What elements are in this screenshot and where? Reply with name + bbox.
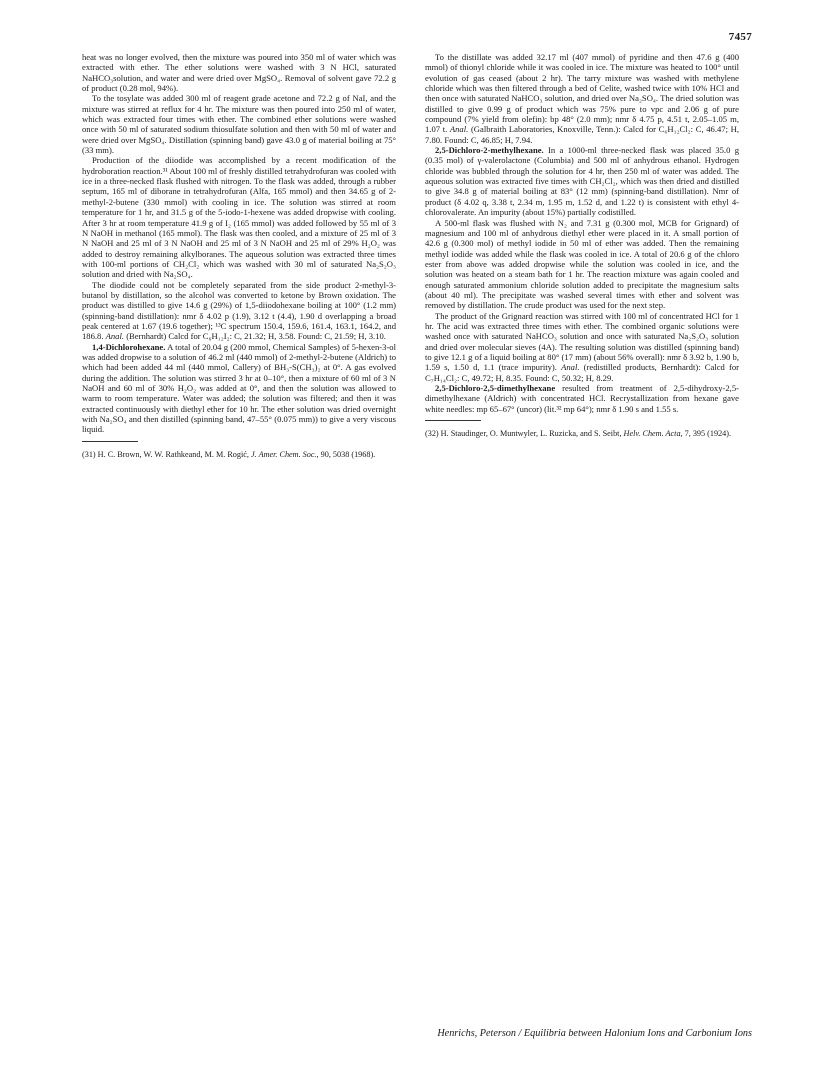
page-number: 7457 [728, 31, 752, 43]
anal-label: Anal. [449, 124, 469, 135]
paragraph-text: (redistilled products, Bernhardt): Calcd for C₇H₁₄Cl₂: C, 49.72; H, 8.35. Found: C, 50.32; H, 8.29. [425, 362, 739, 383]
paragraph-grignard: A 500-ml flask was flushed with N₂ and 7.31 g (0.300 mol, MCB for Grignard) of magnesium and 100 ml of anhydrous diethyl ether were placed in it. A small portion of 42.6 g (0.300 mol) of methyl iodide in 50 ml of ether was added. Then the remaining methyl iodide was added while the flask was cooled in ice. A total of 20.6 g of the chloro ester from above was added dropwise while the solution was cooled in ice, and the solution was heated on a steam bath for 1 hr. The reaction mixture was again cooled and enough saturated ammonium chloride solution added to precipitate the magnesium salts (about 40 ml). The precipitate was washed several times with ether and solvent was removed by distillation. The crude product was used for the next step. [425, 217, 739, 311]
paragraph-dichloro-methylhexane [425, 145, 739, 217]
paragraph-tosylate-workup: heat was no longer evolved, then the mixture was poured into 350 ml of water which was extracted with ether. The ether solutions were washed with 3 N HCl, saturated NaHCO₃solution, and water and were dried over MgSO₄. Removal of solvent gave 72.2 g of product (0.28 mol, 94%). [82, 52, 396, 94]
footnote-text: 7, 395 (1924). [684, 429, 732, 439]
footnote-text: 90, 5038 (1968). [320, 449, 376, 459]
footnote-32 [425, 429, 739, 439]
footnote-journal: Helv. Chem. Acta, [623, 429, 683, 439]
section-heading: 2,5-Dichloro-2-methylhexane. [435, 145, 544, 156]
section-heading: 2,5-Dichloro-2,5-dimethylhexane [435, 383, 556, 393]
paragraph-diiodide-oxidation [82, 280, 396, 342]
left-column [82, 52, 396, 460]
paragraph-distillate-treatment [425, 52, 739, 145]
paragraph-text: To the distillate was added 32.17 ml (407 mmol) of pyridine and then 47.6 g (400 mmol) of thionyl chloride while it was cooled in ice. The mixture was heated to 100° until evolution of gas ceased (about 2 hr). The tarry mixture was washed with methylene chloride which was then filtered through a bed of Celite, washed twice with 10% HCl and then once with saturated NaHCO₃ solution, and dried over Na₂SO₄. The dried solution was distilled to give 0.99 g of product which was 75% pure to vpc and 2.06 g of pure compound (7% yield from olefin): bp 48° (2.0 mm); nmr δ 4.75 p, 4.51 t, 2.05–1.05 m, 1.07 t. [425, 52, 739, 135]
paragraph-dimethylhexane [425, 383, 739, 414]
paragraph-text: In a 1000-ml three-necked flask was placed 35.0 g (0.35 mol) of γ-valerolactone (Columbia) and 500 ml of anhydrous ethanol. Hydrogen chloride was bubbled through the solution for 4 hr, then 250 ml of water was added. The aqueous solution was extracted five times with CH₂Cl₂, which was then dried and distilled to give 34.8 g of material boiling at 83° (12 mm) (spinning-band distillation). Nmr of product (δ 4.02 q, 3.38 t, 2.34 m, 1.95 m, 1.52 d, and 1.22 t) is consistent with ethyl 4-chlorovalerate. An impurity (about 15%) partially codistilled. [425, 145, 739, 218]
footnote-text: (32) H. Staudinger, O. Muntwyler, L. Ruzicka, and S. Seibt, [425, 429, 622, 439]
paragraph-text: The product of the Grignard reaction was stirred with 100 ml of concentrated HCl for 1 hr. The acid was extracted three times with ether. The combined organic solutions were washed once with saturated NaHCO₃ solution and once with saturated Na₂S₂O₃ solution and dried over molecular sieves (4A). The resulting solution was distilled (spinning band) to give 12.1 g of a liquid boiling at 80° (17 mm) (about 56% overall): nmr δ 3.92 b, 1.90 b, 1.59 s, 1.50 d, 1.1 (trace impurity). [425, 310, 739, 373]
right-column [425, 52, 739, 439]
footnote-divider [425, 420, 481, 421]
paragraph-dichlorohexane [82, 342, 396, 435]
paragraph-text: A total of 20.04 g (200 mmol, Chemical Samples) of 5-hexen-3-ol was added dropwise to a solution of 46.2 ml (440 mmol) of 2-methyl-2-butene (Aldrich) to which had been added 44 ml (440 mmol, Callery) of BH₃-S(CH₃)₂ at 0°. A gas evolved during the addition. The solution was stirred 3 hr at 0–10°, then a mixture of 60 ml of 3 N NaOH and 60 ml of 30% H₂O₂ was added at 0°, and then the solution was allowed to warm to room temperature. Water was added; the solution was filtered; and then it was extracted continuously with diethyl ether for 10 hr. The ether solution was dried overnight with Na₂SO₄ and then distilled (spinning band, 47–55° (0.075 mm)) to give a very viscous liquid. [82, 341, 396, 435]
paragraph-diiodide-production: Production of the diiodide was accomplished by a recent modification of the hydroboration reaction.³¹ About 100 ml of freshly distilled tetrahydrofuran was cooled with ice in a three-necked flask flushed with nitrogen. To the flask was added, through a rubber septum, 165 ml of diborane in tetrahydrofuran (Alfa, 165 mmol) and then 34.65 g of 2-methyl-2-butene (330 mmol) with cooling in ice. The solution was stirred at room temperature for 1 hr, and 31.5 g of the 5-iodo-1-hexene was added dropwise with cooling. After 3 hr at room temperature 41.9 g of I₂ (165 mmol) was added followed by 55 ml of 3 N NaOH in methanol (165 mmol). The flask was then cooled, and a mixture of 25 ml of 3 N NaOH and 25 ml of 3 N NaOH and 25 ml of 3 N NaOH and 25 ml of 29% H₂O₂ was added to destroy remaining alkylboranes. The aqueous solution was extracted three times with 100-ml portions of CH₂Cl₂ which was washed with 30 ml of saturated Na₂S₂O₃ solution and dried with Na₂SO₄. [82, 155, 396, 280]
paragraph-text: (Bernhardt) Calcd for C₆H₁₂I₂: C, 21.32; H, 3.58. Found: C, 21.59; H, 3.10. [126, 331, 386, 342]
paragraph-text: resulted from treatment of 2,5-dihydroxy-2,5-dimethylhexane (Aldrich) with concentrated HCl. Recrystallization from hexane gave white needles: mp 65–67° (uncor) (lit.³² mp 64°); nmr δ 1.90 s and 1.55 s. [425, 383, 739, 414]
footnote-31 [82, 450, 396, 460]
running-footer: Henrichs, Peterson / Equilibria between Halonium Ions and Carbonium Ions [437, 1028, 752, 1039]
anal-label: Anal. [105, 331, 125, 342]
paragraph-text: (Galbraith Laboratories, Knoxville, Tenn.): Calcd for C₆H₁₂Cl₂: C, 46.47; H, 7.80. Found: C, 46.85; H, 7.94. [425, 124, 739, 145]
footnote-journal: J. Amer. Chem. Soc., [250, 449, 319, 459]
section-heading: 1,4-Dichlorohexane. [92, 341, 166, 352]
paragraph-text: The diodide could not be completely separated from the side product 2-methyl-3-butanol by distillation, so the alcohol was converted to ketone by Brown oxidation. The product was distilled to give 14.6 g (29%) of 1,5-diiodohexane boiling at 100° (1.2 mm) (spinning-band distillation): nmr δ 4.02 p (1.9), 3.12 t (4.4), 1.90 d overlapping a broad peak centered at 1.67 (19.6 together); ¹³C spectrum 150.4, 159.6, 161.4, 163.1, 164.2, and 186.8. [82, 279, 396, 342]
paragraph-grignard-product [425, 311, 739, 383]
paragraph-iodide-exchange: To the tosylate was added 300 ml of reagent grade acetone and 72.2 g of NaI, and the mixture was stirred at reflux for 4 hr. The mixture was then poured into 250 ml of water, which was extracted four times with ether. The combined ether solutions were washed once with 50 ml of saturated sodium thiosulfate solution and then with 50 ml of water and were dried over MgSO₄. Distillation (spinning band) gave 43.0 g of material boiling at 75° (33 mm). [82, 93, 396, 156]
footnote-text: (31) H. C. Brown, W. W. Rathkeand, M. M. Rogić, [82, 449, 249, 459]
anal-label: Anal. [561, 362, 580, 373]
footnote-divider [82, 441, 138, 442]
